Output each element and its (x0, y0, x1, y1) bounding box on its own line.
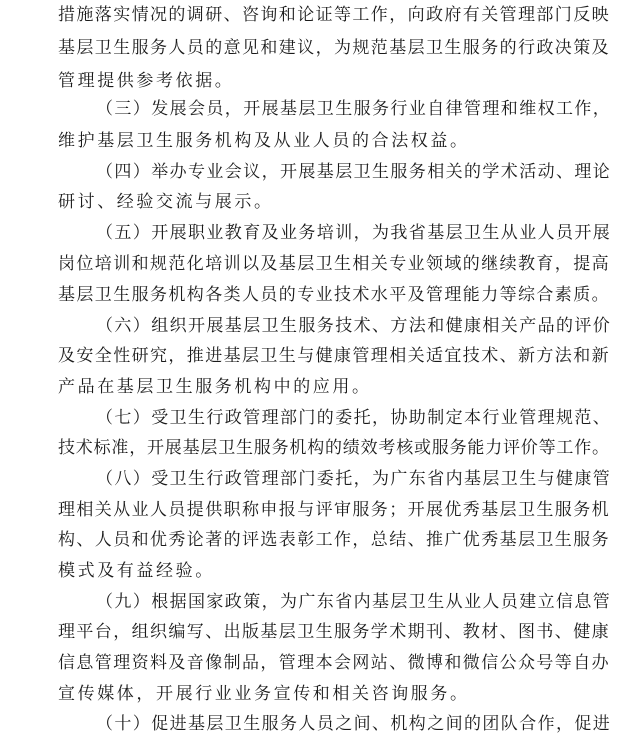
paragraph-four-heading-line: （四）举办专业会议，开展基层卫生服务相关的学术活动、理论 (96, 162, 612, 182)
text-line: 岗位培训和规范化培训以及基层卫生相关专业领域的继续教育，提高 (58, 254, 610, 274)
text-line: 基层卫生服务人员的意见和建议，为规范基层卫生服务的行政决策及 (58, 38, 610, 58)
text-line: 研讨、经验交流与展示。 (58, 192, 274, 212)
text-line: 维护基层卫生服务机构及从业人员的合法权益。 (58, 131, 470, 151)
text-line: 管理提供参考依据。 (58, 71, 235, 91)
text-line: 及安全性研究，推进基层卫生与健康管理相关适宜技术、新方法和新 (58, 346, 610, 366)
text-line: 措施落实情况的调研、咨询和论证等工作，向政府有关管理部门反映 (58, 5, 610, 25)
text-line: 产品在基层卫生服务机构中的应用。 (58, 377, 372, 397)
paragraph-five-heading-line: （五）开展职业教育及业务培训，为我省基层卫生从业人员开展 (96, 223, 612, 243)
paragraph-seven-heading-line: （七）受卫生行政管理部门的委托，协助制定本行业管理规范、 (96, 408, 612, 428)
paragraph-six-heading-line: （六）组织开展基层卫生服务技术、方法和健康相关产品的评价 (96, 316, 612, 336)
paragraph-eight-heading-line: （八）受卫生行政管理部门委托，为广东省内基层卫生与健康管 (96, 469, 612, 489)
text-line: 信息管理资料及音像制品，管理本会网站、微博和微信公众号等自办 (58, 653, 610, 673)
text-line: 理平台，组织编写、出版基层卫生服务学术期刊、教材、图书、健康 (58, 622, 610, 642)
text-line: 基层卫生服务机构各类人员的专业技术水平及管理能力等综合素质。 (58, 285, 610, 305)
text-line: 理相关从业人员提供职称申报与评审服务；开展优秀基层卫生服务机 (58, 500, 610, 520)
text-line: 构、人员和优秀论著的评选表彰工作，总结、推广优秀基层卫生服务 (58, 530, 610, 550)
text-line: 模式及有益经验。 (58, 561, 215, 581)
paragraph-nine-heading-line: （九）根据国家政策，为广东省内基层卫生从业人员建立信息管 (96, 592, 612, 612)
paragraph-ten-heading-line: （十）促进基层卫生服务人员之间、机构之间的团队合作，促进 (96, 714, 612, 734)
text-line: 技术标准，开展基层卫生服务机构的绩效考核或服务能力评价等工作。 (58, 438, 610, 458)
text-line: 宣传媒体，开展行业业务宣传和相关咨询服务。 (58, 684, 470, 704)
paragraph-three-heading-line: （三）发展会员，开展基层卫生服务行业自律管理和维权工作， (96, 99, 612, 119)
